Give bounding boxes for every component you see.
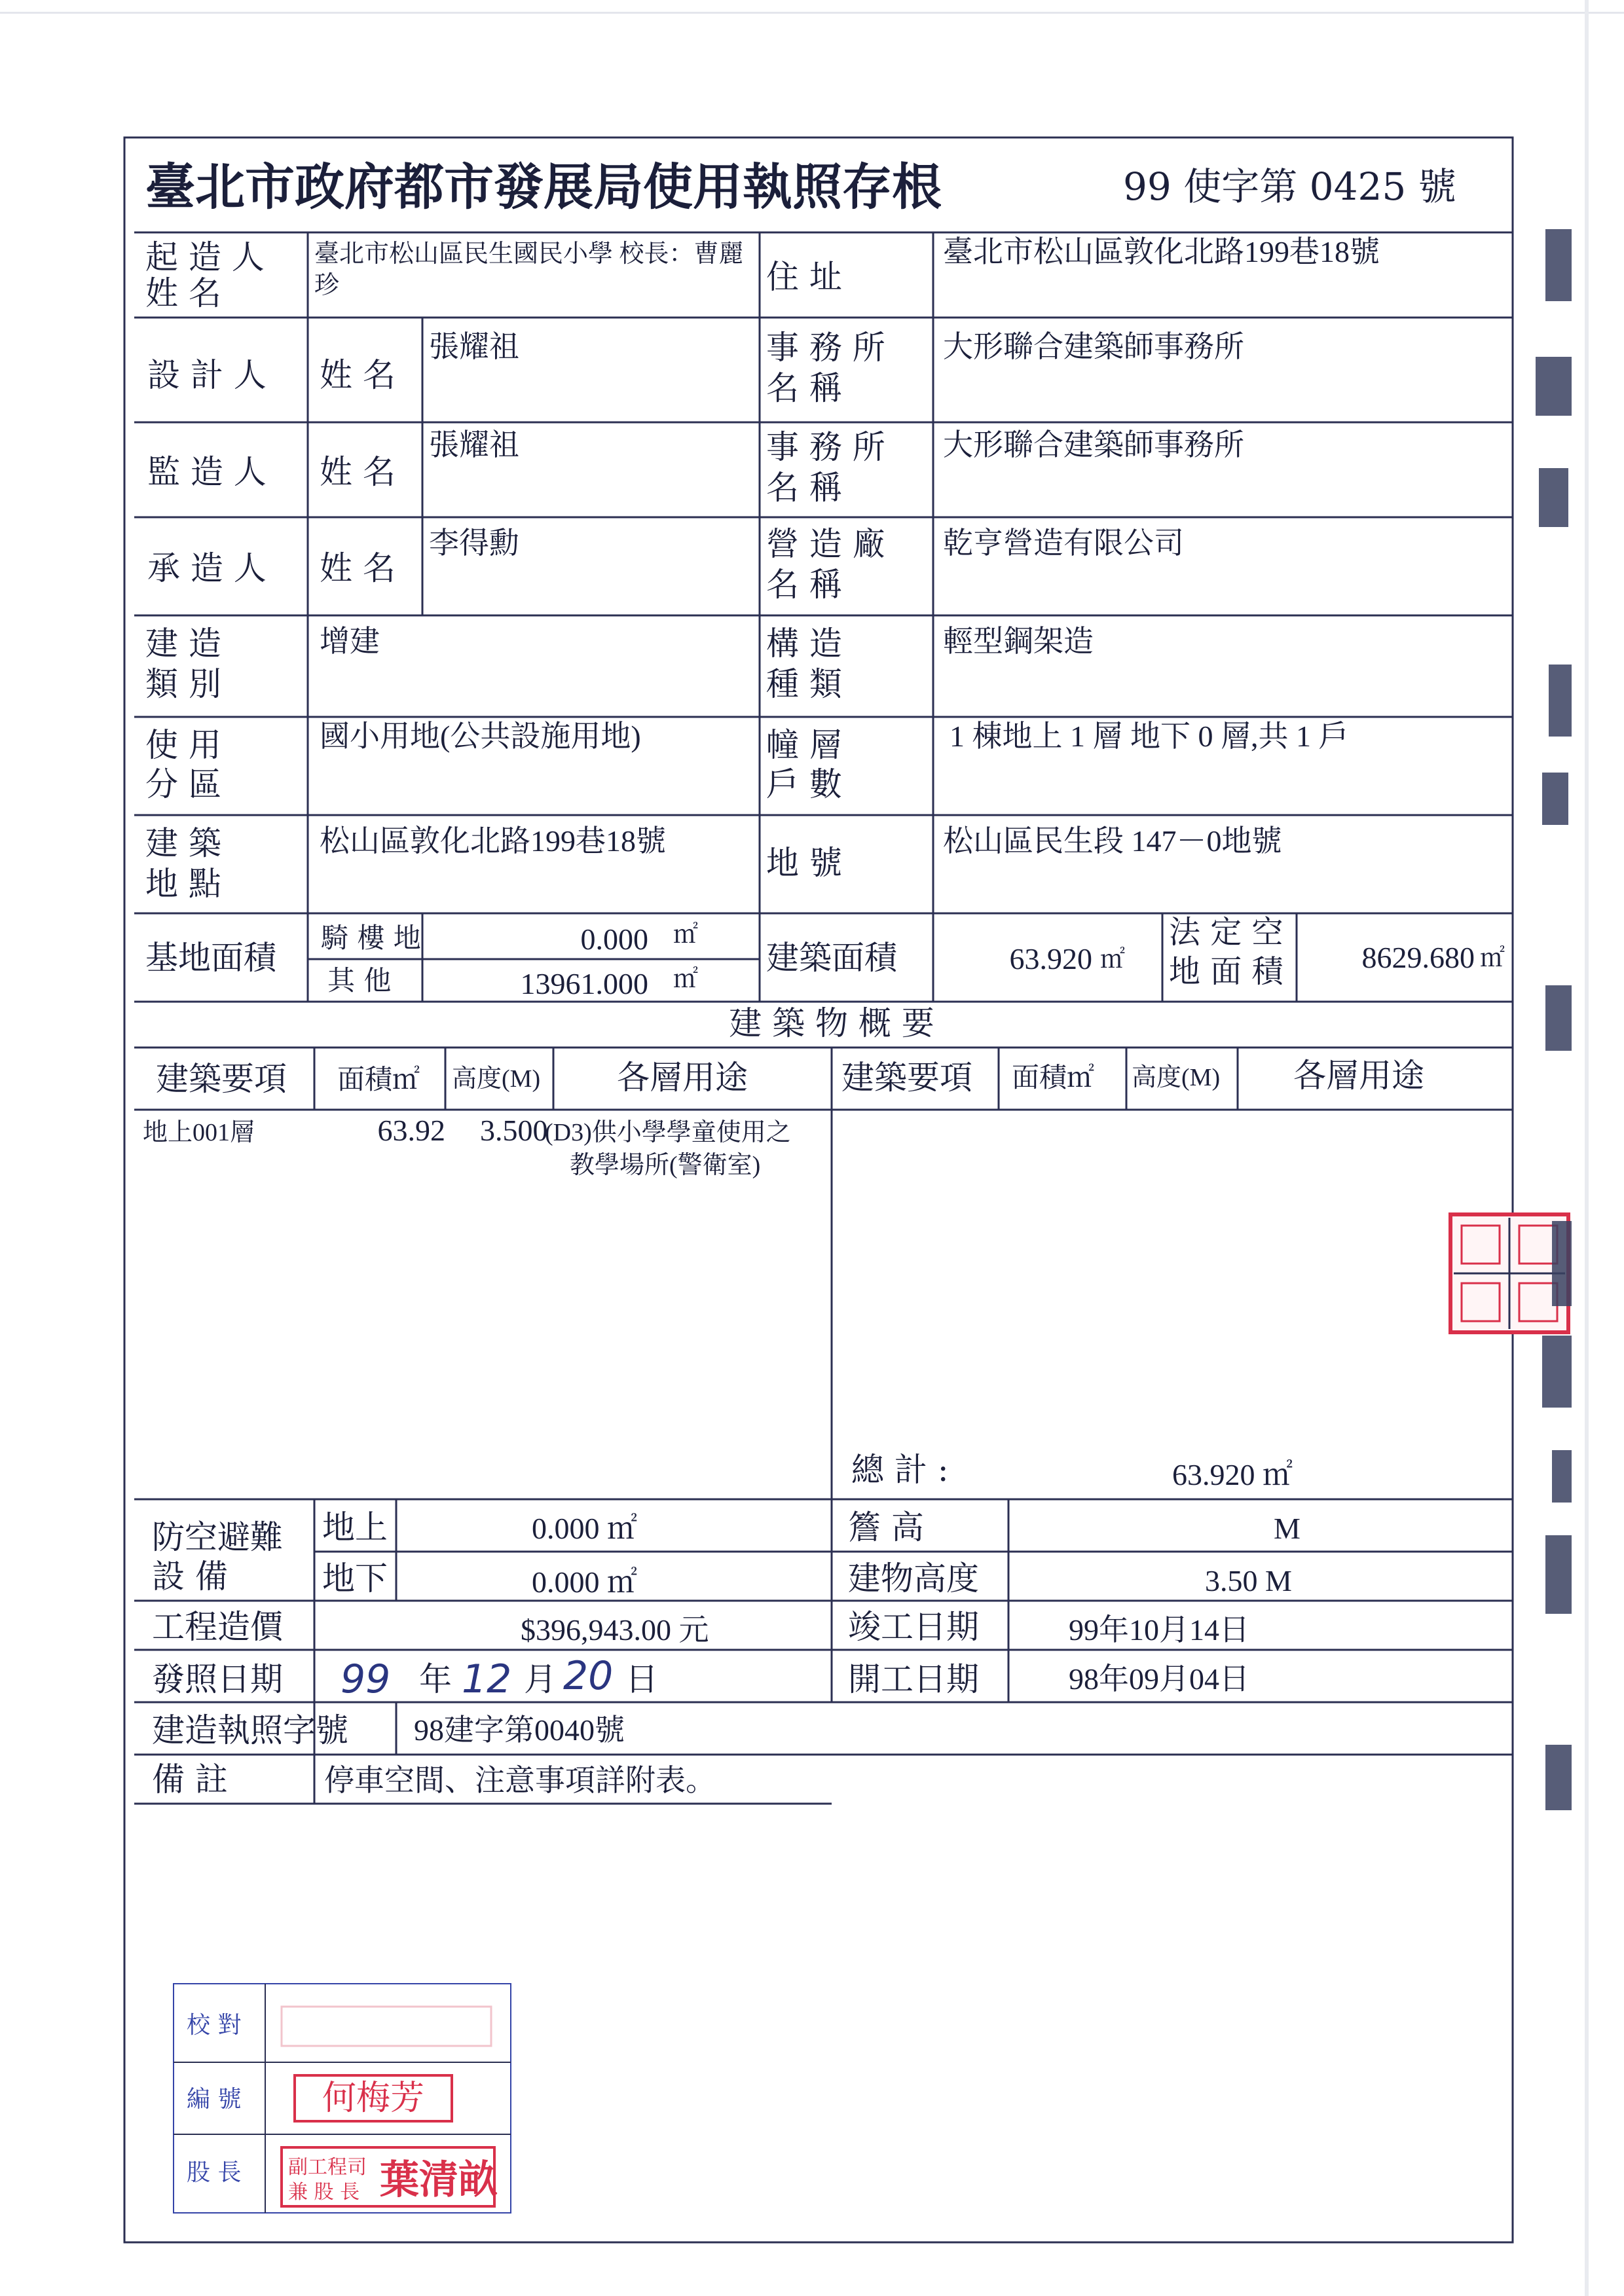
shelter-below-label: 地下 xyxy=(322,1559,388,1597)
build-type: 增建 xyxy=(320,625,380,658)
building-area-label: 建築面積 xyxy=(766,939,897,977)
issue-year: 99 xyxy=(341,1656,391,1702)
owner-value-line1: 臺北市松山區民生國民小學 校長：曹麗 xyxy=(314,240,744,268)
chief-stamp-title-line2: 兼 股 長 xyxy=(288,2181,360,2204)
permit-ref-label: 建造執照字號 xyxy=(152,1711,348,1749)
number-label: 編 號 xyxy=(187,2086,242,2113)
faded-stamp xyxy=(282,2007,491,2046)
designer-label: 設 計 人 xyxy=(147,356,267,394)
owner-value-line2: 珍 xyxy=(314,272,340,299)
height-value: 3.50 M xyxy=(1205,1564,1292,1597)
designer-office-label-line1: 事 務 所 xyxy=(766,329,885,367)
permit-number: 99 使字第 0425 號 xyxy=(1123,164,1456,209)
building-area: 63.920 xyxy=(1009,942,1092,975)
height-label: 建物高度 xyxy=(848,1559,979,1597)
col-item-right: 建築要項 xyxy=(841,1059,972,1097)
issue-day: 20 xyxy=(563,1653,614,1699)
check-label: 校 對 xyxy=(187,2012,242,2039)
floor-area: 63.92 xyxy=(377,1114,445,1147)
col-height-left: 高度(M) xyxy=(452,1065,541,1093)
eave-label: 簷 高 xyxy=(848,1508,924,1546)
issue-label: 發照日期 xyxy=(152,1660,283,1698)
completion-value: 99年10月14日 xyxy=(1069,1613,1249,1647)
col-area-left: 面積㎡ xyxy=(337,1063,420,1095)
supervisor-name-label: 姓 名 xyxy=(320,453,396,491)
supervisor-office: 大形聯合建築師事務所 xyxy=(943,428,1244,462)
shelter-label-line2: 設 備 xyxy=(152,1558,228,1595)
floors-label-line2: 戶 數 xyxy=(766,765,842,803)
official-seal xyxy=(1450,1214,1568,1332)
issue-month-unit: 月 xyxy=(524,1660,557,1698)
contractor-name-label: 姓 名 xyxy=(320,549,396,587)
site: 松山區敦化北路199巷18號 xyxy=(320,824,666,858)
shelter-label-line1: 防空避難 xyxy=(152,1518,283,1556)
adjacent-page-bleed xyxy=(1536,229,1572,1810)
site-label-line1: 建 築 xyxy=(145,824,221,862)
supervisor-name: 張耀祖 xyxy=(429,428,519,462)
structure-label-line2: 種 類 xyxy=(766,665,842,703)
zoning: 國小用地(公共設施用地) xyxy=(320,720,641,753)
designer-name: 張耀祖 xyxy=(429,330,519,363)
col-use-left: 各層用途 xyxy=(617,1059,748,1097)
designer-office: 大形聯合建築師事務所 xyxy=(943,330,1244,363)
cost-value: $396,943.00 元 xyxy=(521,1613,709,1647)
structure-label-line1: 構 造 xyxy=(766,625,842,663)
contractor-firm-label-line2: 名 稱 xyxy=(766,566,842,604)
number-stamp-name: 何梅芳 xyxy=(322,2079,425,2118)
scan-edge-top xyxy=(0,12,1624,14)
designer-office-label-line2: 名 稱 xyxy=(766,369,842,407)
base-area-label: 基地面積 xyxy=(145,939,276,977)
col-height-right: 高度(M) xyxy=(1132,1064,1221,1091)
issue-year-unit: 年 xyxy=(419,1660,452,1698)
issue-day-unit: 日 xyxy=(625,1660,658,1698)
approval-box xyxy=(174,1984,511,2213)
chief-stamp-name: 葉清畝 xyxy=(380,2157,498,2203)
supervisor-office-label-line2: 名 稱 xyxy=(766,469,842,507)
total-value: 63.920 ㎡ xyxy=(1172,1458,1293,1491)
arcade-value: 0.000 xyxy=(580,922,648,956)
remarks-value: 停車空間、注意事項詳附表。 xyxy=(324,1762,716,1798)
contractor-firm: 乾亨營造有限公司 xyxy=(943,526,1184,560)
lot: 松山區民生段 147－0地號 xyxy=(943,824,1282,858)
build-type-label-line1: 建 造 xyxy=(145,625,221,663)
lot-label: 地 號 xyxy=(766,844,842,882)
shelter-above-value: 0.000 ㎡ xyxy=(532,1512,637,1545)
floors: 1 棟地上 1 層 地下 0 層,共 1 戶 xyxy=(950,720,1349,753)
col-area-right: 面積㎡ xyxy=(1012,1061,1095,1093)
open-space-label-line2: 地 面 積 xyxy=(1169,953,1283,990)
open-space-label-line1: 法 定 空 xyxy=(1169,914,1283,951)
other-value: 13961.000 xyxy=(520,967,648,1000)
zoning-label-line1: 使 用 xyxy=(145,726,221,764)
floor-item: 地上001層 xyxy=(143,1119,255,1146)
contractor-name: 李得勳 xyxy=(429,526,519,560)
table-row xyxy=(143,1114,791,1179)
chief-label: 股 長 xyxy=(187,2159,242,2186)
issue-month: 12 xyxy=(462,1656,512,1702)
cost-label: 工程造價 xyxy=(152,1608,283,1646)
address-value: 臺北市松山區敦化北路199巷18號 xyxy=(943,235,1380,268)
arcade-unit: ㎡ xyxy=(673,921,699,949)
supervisor-office-label-line1: 事 務 所 xyxy=(766,428,885,466)
structure: 輕型鋼架造 xyxy=(943,625,1094,658)
summary-heading: 建 築 物 概 要 xyxy=(729,1004,934,1042)
chief-stamp-title-line1: 副工程司 xyxy=(288,2156,367,2179)
other-unit: ㎡ xyxy=(673,966,699,993)
shelter-below-value: 0.000 ㎡ xyxy=(532,1565,637,1599)
other-label: 其 他 xyxy=(327,964,392,996)
contractor-label: 承 造 人 xyxy=(147,549,267,587)
owner-label-line1: 起 造 人 xyxy=(145,238,265,276)
form-title: 臺北市政府都市發展局使用執照存根 xyxy=(145,158,942,216)
col-use-right: 各層用途 xyxy=(1293,1057,1424,1095)
scan-edge-right xyxy=(1585,0,1589,2296)
floors-label-line1: 幢 層 xyxy=(766,726,842,764)
floor-height: 3.500 xyxy=(480,1114,548,1147)
floor-use-line1: (D3)供小學學童使用之 xyxy=(545,1119,791,1146)
completion-label: 竣工日期 xyxy=(848,1608,979,1646)
start-value: 98年09月04日 xyxy=(1069,1662,1249,1696)
open-space-unit: ㎡ xyxy=(1480,945,1505,972)
arcade-label: 騎 樓 地 xyxy=(321,922,421,954)
site-label-line2: 地 點 xyxy=(145,865,221,903)
building-area-unit: ㎡ xyxy=(1100,946,1126,974)
total-label: 總 計 : xyxy=(851,1451,949,1489)
permit-ref-value: 98建字第0040號 xyxy=(414,1713,625,1747)
supervisor-label: 監 造 人 xyxy=(147,453,267,491)
build-type-label-line2: 類 別 xyxy=(145,665,221,703)
address-label: 住 址 xyxy=(766,258,842,296)
contractor-firm-label-line1: 營 造 廠 xyxy=(766,525,885,563)
eave-value: M xyxy=(1274,1512,1301,1545)
shelter-above-label: 地上 xyxy=(322,1508,388,1546)
floor-use-line2: 教學場所(警衛室) xyxy=(570,1152,761,1179)
col-item-left: 建築要項 xyxy=(156,1060,287,1098)
designer-name-label: 姓 名 xyxy=(320,356,396,394)
owner-label-line2: 姓 名 xyxy=(145,274,221,312)
open-space-value: 8629.680 xyxy=(1361,941,1475,974)
zoning-label-line2: 分 區 xyxy=(145,765,221,803)
start-label: 開工日期 xyxy=(848,1660,979,1698)
remarks-label: 備 註 xyxy=(152,1760,228,1798)
